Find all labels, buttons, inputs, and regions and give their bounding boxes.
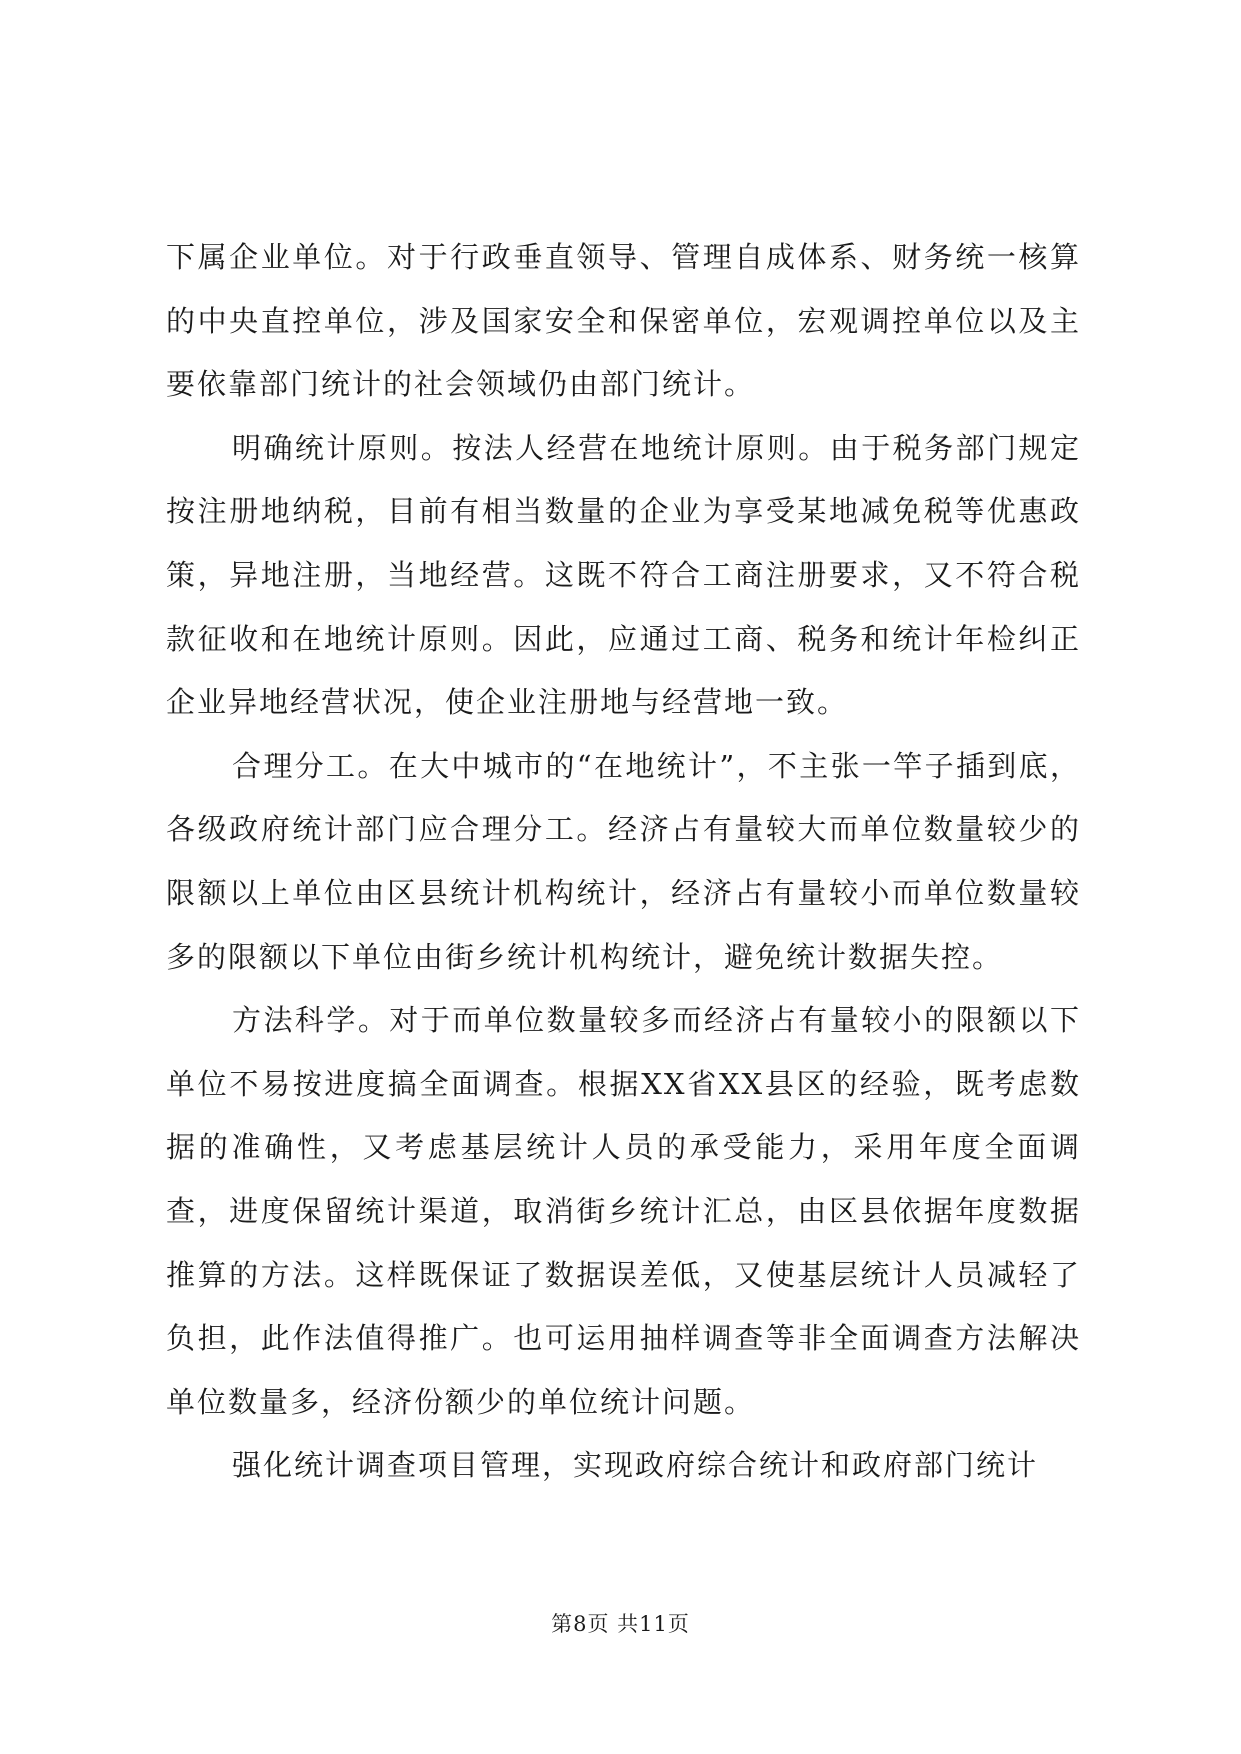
page-number-footer: 第8页 共11页 bbox=[551, 1612, 690, 1636]
paragraph: 方法科学。对于而单位数量较多而经济占有量较小的限额以下单位不易按进度搞全面调查。根据XX省XX县区的经验，既考虑数据的准确性，又考虑基层统计人员的承受能力，采用年度全面调查，进度保留统计渠道，取消街乡统计汇总，由区县依据年度数据推算的方法。这样既保证了数据误差低，又使基层统计人员减轻了负担，此作法值得推广。也可运用抽样调查等非全面调查方法解决单位数量多，经济份额少的单位统计问题。 bbox=[166, 1003, 1081, 1419]
paragraph: 明确统计原则。按法人经营在地统计原则。由于税务部门规定按注册地纳税，目前有相当数量的企业为享受某地减免税等优惠政策，异地注册，当地经营。这既不符合工商注册要求，又不符合税款征收和在地统计原则。因此，应通过工商、税务和统计年检纠正企业异地经营状况，使企业注册地与经营地一致。 bbox=[166, 430, 1081, 720]
paragraph: 合理分工。在大中城市的“在地统计”，不主张一竿子插到底，各级政府统计部门应合理分工。经济占有量较大而单位数量较少的限额以上单位由区县统计机构统计，经济占有量较小而单位数量较多的限额以下单位由街乡统计机构统计，避免统计数据失控。 bbox=[166, 748, 1081, 974]
paragraph: 下属企业单位。对于行政垂直领导、管理自成体系、财务统一核算的中央直控单位，涉及国家安全和保密单位，宏观调控单位以及主要依靠部门统计的社会领域仍由部门统计。 bbox=[166, 240, 1081, 402]
document-body bbox=[166, 226, 1081, 1498]
paragraph: 强化统计调查项目管理，实现政府综合统计和政府部门统计 bbox=[232, 1448, 1039, 1483]
